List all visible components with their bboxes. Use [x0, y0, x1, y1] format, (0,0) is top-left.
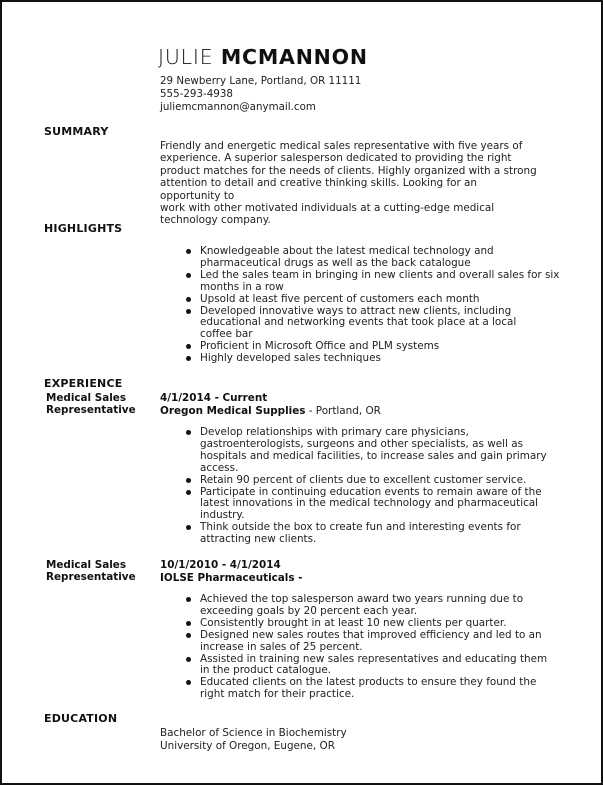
list-item: Assisted in training new sales representatives and educating them in the product catalogue. — [186, 654, 576, 678]
bullet-icon — [186, 344, 191, 349]
job-dates: 4/1/2014 - Current — [160, 392, 268, 404]
experience-heading: EXPERIENCE — [44, 377, 123, 390]
list-item: Highly developed sales techniques — [186, 353, 576, 365]
job-title: Medical Sales Representative — [46, 392, 136, 417]
last-name: MCMANNON — [220, 45, 368, 69]
list-item: Consistently brought in at least 10 new clients per quarter. — [186, 618, 576, 630]
summary-line: technology company. — [160, 214, 271, 227]
bullet-icon — [186, 657, 191, 662]
job-company — [160, 572, 303, 584]
company-location: - Portland, OR — [305, 405, 381, 417]
bullet-icon — [186, 297, 191, 302]
bullet-icon — [186, 430, 191, 435]
job-title: Medical Sales Representative — [46, 559, 136, 584]
list-item: Proficient in Microsoft Office and PLM systems — [186, 341, 576, 353]
bullet-icon — [186, 356, 191, 361]
bullet-icon — [186, 597, 191, 602]
job-dates: 10/1/2010 - 4/1/2014 — [160, 559, 281, 571]
job-bullets — [186, 594, 576, 701]
list-item: Participate in continuing education events to remain aware of the latest innovations in the medical technology and pharmaceutical industry. — [186, 487, 576, 523]
bullet-icon — [186, 633, 191, 638]
bullet-icon — [186, 680, 191, 685]
list-item: Develop relationships with primary care physicians, gastroenterologists, surgeons and other specialists, as well as hospitals and medical facilities, to increase sales and gain primary access. — [186, 427, 576, 475]
list-item: Upsold at least five percent of customers each month — [186, 294, 576, 306]
highlights-list — [186, 246, 576, 365]
first-name: JULIE — [158, 45, 214, 69]
list-item: Think outside the box to create fun and interesting events for attracting new clients. — [186, 522, 576, 546]
summary-text — [160, 140, 540, 227]
education-heading: EDUCATION — [44, 712, 118, 725]
summary-line: attention to detail and creative thinking skills. Looking for an opportunity to — [160, 177, 477, 202]
summary-line: product matches for the needs of clients. Highly organized with a strong — [160, 164, 537, 177]
bullet-icon — [186, 621, 191, 626]
summary-line: work with other motivated individuals at a cutting-edge medical — [160, 202, 495, 215]
email: juliemcmannon@anymail.com — [160, 101, 316, 113]
list-item: Knowledgeable about the latest medical technology and pharmaceutical drugs as well as the back catalogue — [186, 246, 576, 270]
bullet-icon — [186, 249, 191, 254]
bullet-icon — [186, 525, 191, 530]
bullet-icon — [186, 273, 191, 278]
bullet-icon — [186, 490, 191, 495]
list-item: Developed innovative ways to attract new clients, including educational and networking events that took place at a local coffee bar — [186, 306, 576, 342]
summary-line: Friendly and energetic medical sales representative with five years of — [160, 140, 523, 152]
list-item: Achieved the top salesperson award two years running due to exceeding goals by 20 percent each year. — [186, 594, 576, 618]
list-item: Designed new sales routes that improved efficiency and led to an increase in sales of 25 percent. — [186, 630, 576, 654]
job-bullets — [186, 427, 576, 546]
education-degree: Bachelor of Science in Biochemistry — [160, 727, 347, 739]
summary-heading: SUMMARY — [44, 125, 109, 138]
highlights-heading: HIGHLIGHTS — [44, 222, 123, 235]
list-item: Retain 90 percent of clients due to excellent customer service. — [186, 475, 576, 487]
job-company — [160, 405, 381, 417]
company-name: IOLSE Pharmaceuticals - — [160, 572, 303, 584]
summary-line: experience. A superior salesperson dedicated to providing the right — [160, 152, 512, 165]
list-item: Led the sales team in bringing in new clients and overall sales for six months in a row — [186, 270, 576, 294]
candidate-name — [158, 45, 368, 69]
company-name: Oregon Medical Supplies — [160, 405, 306, 417]
phone: 555-293-4938 — [160, 88, 233, 100]
bullet-icon — [186, 309, 191, 314]
address: 29 Newberry Lane, Portland, OR 11111 — [160, 75, 362, 87]
education-school: University of Oregon, Eugene, OR — [160, 740, 335, 752]
list-item: Educated clients on the latest products to ensure they found the right match for their practice. — [186, 677, 576, 701]
bullet-icon — [186, 478, 191, 483]
